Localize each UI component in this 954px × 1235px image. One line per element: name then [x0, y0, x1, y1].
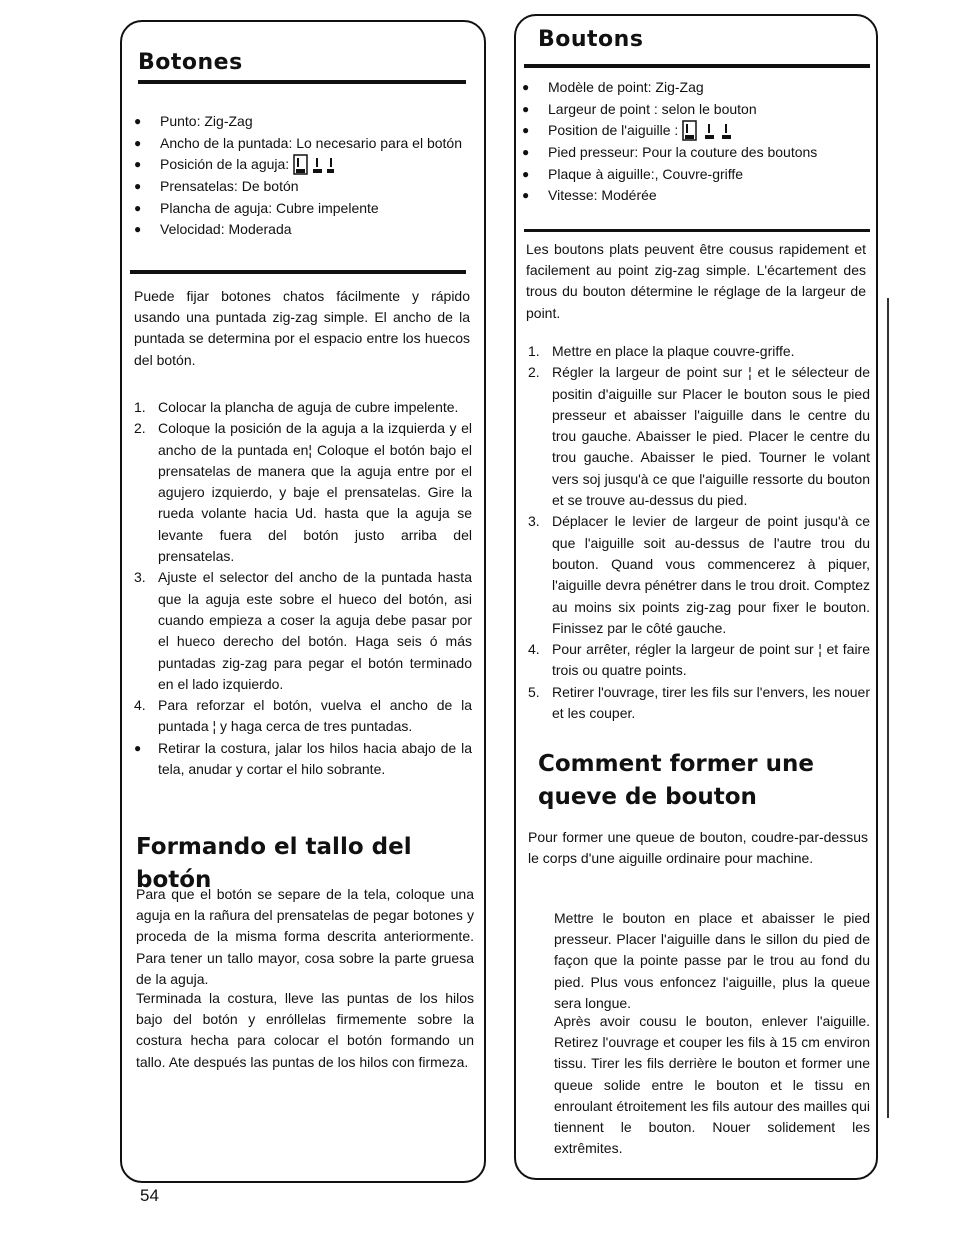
right-spec-item: ● Plaque à aiguille:, Couvre-griffe — [522, 164, 872, 186]
right-spec-item: ● Position de l'aiguille : — [522, 120, 872, 142]
right-title-rule — [524, 64, 870, 68]
right-queue-intro: Pour former une queue de bouton, coudre-par-dessus le corps d'une aiguille ordinaire pour machine. — [528, 829, 868, 867]
left-spec-item: ● Ancho de la puntada: Lo necesario para el botón — [134, 133, 468, 155]
left-step: 2. Coloque la posición de la aguja a la izquierda y el ancho de la puntada en¦ Coloque el botón bajo el prensatelas de manera que la aguja entre por el agujero izquierdo, y baje el prensatelas. Gire la rueda volante hacia Ud. hasta que la aguja se levante fuera del botón justo arriba del prensatelas. — [134, 420, 472, 565]
left-title-rule — [138, 80, 466, 84]
right-step: 3. Déplacer le levier de largeur de point jusqu'à ce que l'aiguille soit au-dessus de l'autre trou du bouton. Quand vous commencerez à piquer, l'aiguille devra pénétrer dans le trou droit. Comptez au moins six points zig-zag pour fixer le bouton. Finissez par le côté gauche. — [528, 513, 870, 636]
left-step: 3. Ajuste el selector del ancho de la puntada hasta que la aguja este sobre el hueco del botón, asi cuando empieza a coser la aguja debe pasar por el hueco derecho del botón. Haga seis ó más puntadas zig-zag para pegar el botón terminado en el lado izquierdo. — [134, 569, 472, 692]
left-spec-item: ● Posición de la aguja: — [134, 154, 468, 176]
right-step: 2. Régler la largeur de point sur ¦ et le sélecteur de positin d'aiguille sur Placer le bouton sous le pied presseur et abaisser l'aiguille dans le centre du trou gauche. Abaisser le pied. Placer le centre du trou gauche. Abaisser le pied. Tourner le volant vers soj jusqu'à ce que l'aiguille ressorte du bouton et se trouve au-dessus du pied. — [528, 364, 870, 509]
left-spec-item: ● Plancha de aguja: Cubre impelente — [134, 198, 468, 220]
left-spec-list — [134, 111, 468, 241]
left-tallo-text-2: Terminada la costura, lleve las puntas de los hilos bajo del botón y enróllelas firmemente sobre la costura hecha para colocar el botón formando un tallo. Ate después las puntas de los hilos con firmeza. — [136, 990, 474, 1070]
left-step-bullet: ● Retirar la costura, jalar los hilos hacia abajo de la tela, anudar y cortar el hilo sobrante. — [134, 738, 472, 781]
left-steps — [134, 397, 472, 780]
right-step: 5. Retirer l'ouvrage, tirer les fils sur l'envers, les nouer et les couper. — [528, 683, 870, 722]
right-queue-text-1: Mettre le bouton en place et abaisser le pied presseur. Placer l'aiguille dans le sillon du pied de façon que la pointe passe par le trou au fond du pied. Plus vous enfoncez l'aiguille, plus la queue sera longue. — [554, 910, 870, 1011]
right-subtitle: Comment former une queve de bouton — [538, 751, 814, 810]
right-intro: Les boutons plats peuvent être cousus rapidement et facilement au point zig-zag simple. L'écartement des trous du bouton détermine le réglage de la largeur de point. — [526, 241, 866, 321]
needle-position-icon — [293, 154, 335, 176]
left-title: Botones — [138, 50, 243, 75]
right-queue-text-2: Après avoir cousu le bouton, enlever l'aiguille. Retirez l'ouvrage et couper les fils à 15 cm environ tissu. Tirer les fils derrière le bouton et former une queue solide entre le bouton et le tissu en enroulant étroitement les fils autour des mailles qui tiennent le bouton. Nouer solidement les extrêmites. — [554, 1013, 870, 1157]
left-spec-rule — [130, 270, 466, 274]
right-spec-item: ● Vitesse: Modérée — [522, 185, 872, 207]
needle-position-icon — [682, 120, 732, 142]
right-spec-item: ● Largeur de point : selon le bouton — [522, 99, 872, 121]
left-spec-item: ● Punto: Zig-Zag — [134, 111, 468, 133]
right-step: 4. Pour arrêter, régler la largeur de point sur ¦ et faire trois ou quatre points. — [528, 641, 870, 679]
right-spec-item: ● Modèle de point: Zig-Zag — [522, 77, 872, 99]
right-spec-list — [522, 77, 872, 207]
right-spec-rule — [524, 229, 870, 232]
left-spec-item: ● Velocidad: Moderada — [134, 219, 468, 241]
left-subtitle: Formando el tallo del botón — [136, 834, 412, 893]
right-title: Boutons — [538, 27, 644, 52]
right-steps — [528, 341, 870, 724]
scan-edge-line — [887, 298, 889, 1118]
right-spec-item: ● Pied presseur: Pour la couture des boutons — [522, 142, 872, 164]
right-step: 1. Mettre en place la plaque couvre-griffe. — [528, 343, 795, 359]
left-intro: Puede fijar botones chatos fácilmente y rápido usando una puntada zig-zag simple. El ancho de la puntada se determina por el espacio entre los huecos del botón. — [134, 288, 470, 368]
left-step: 1. Colocar la plancha de aguja de cubre impelente. — [134, 399, 459, 415]
left-spec-item: ● Prensatelas: De botón — [134, 176, 468, 198]
left-step: 4. Para reforzar el botón, vuelva el ancho de la puntada ¦ y haga cerca de tres puntadas. — [134, 697, 472, 735]
page-number: 54 — [140, 1186, 159, 1205]
left-tallo-text-1: Para que el botón se separe de la tela, coloque una aguja en la rañura del prensatelas de pegar botones y proceda de la misma forma descrita anteriormente. Para tener un tallo mayor, cosa sobre la parte gruesa de la aguja. — [136, 886, 474, 987]
